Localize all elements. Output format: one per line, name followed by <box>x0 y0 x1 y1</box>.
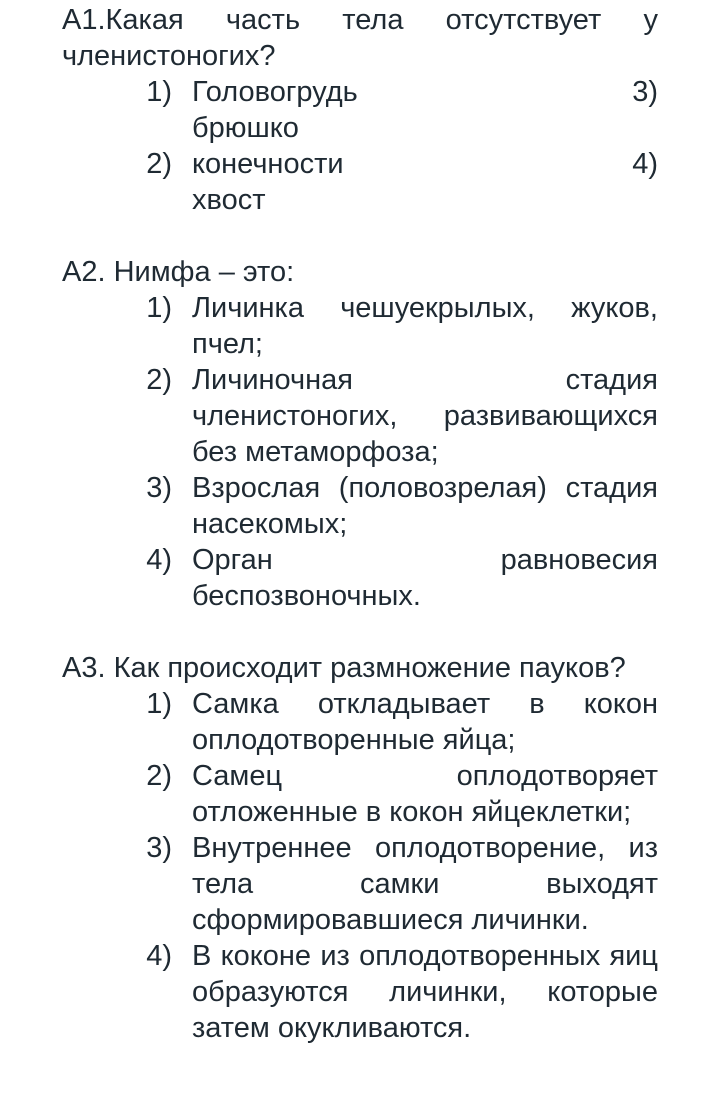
option-number: 4) <box>632 148 658 180</box>
option-text: хвост <box>192 184 266 216</box>
option-item <box>62 470 658 542</box>
question-title-line: членистоногих? <box>62 40 276 72</box>
option-text: Внутреннее оплодотворение, из тела самки выходят сформировавшиеся личинки. <box>192 832 658 936</box>
question-a2-title: А2. Нимфа – это: <box>62 256 295 288</box>
option-number: 3) <box>146 832 172 864</box>
option-number: 4) <box>146 940 172 972</box>
option-number: 1) <box>146 688 172 720</box>
option-item <box>62 542 658 614</box>
option-item <box>62 290 658 362</box>
option-number: 2) <box>146 148 172 180</box>
question-a2 <box>62 254 658 614</box>
question-a1-title <box>62 2 658 74</box>
question-a3-title: А3. Как происходит размножение пауков? <box>62 652 626 684</box>
option-text: брюшко <box>192 112 299 144</box>
option-item <box>62 362 658 470</box>
option-text: Взрослая (половозрелая) стадия насекомых; <box>192 472 658 540</box>
question-title-line: А1.Какая часть тела отсутствует у <box>62 4 658 36</box>
option-item <box>62 830 658 938</box>
option-text: Личиночная стадия членистоногих, развивающихся без метаморфоза; <box>192 364 658 468</box>
option-text: Орган равновесия беспозвоночных. <box>192 544 658 612</box>
option-text: Самец оплодотворяет отложенные в кокон яйцеклетки; <box>192 760 658 828</box>
option-text: Личинка чешуекрылых, жуков, пчел; <box>192 292 658 360</box>
option-number: 2) <box>146 364 172 396</box>
option-item <box>62 686 658 758</box>
option-item <box>62 74 658 110</box>
question-a2-options <box>62 290 658 614</box>
option-text: конечности <box>192 148 344 180</box>
question-a3-options <box>62 686 658 1046</box>
option-text: В коконе из оплодотворенных яиц образуются личинки, которые затем окукливаются. <box>192 940 658 1044</box>
option-text: Самка откладывает в кокон оплодотворенные яйца; <box>192 688 658 756</box>
question-a1 <box>62 0 658 218</box>
question-a3 <box>62 650 658 1046</box>
option-item <box>62 938 658 1046</box>
option-item <box>62 146 658 182</box>
question-a1-options <box>62 74 658 218</box>
option-number: 1) <box>146 76 172 108</box>
option-item <box>62 758 658 830</box>
option-text: Головогрудь <box>192 76 358 108</box>
option-number: 3) <box>146 472 172 504</box>
option-number: 4) <box>146 544 172 576</box>
option-number: 3) <box>632 76 658 108</box>
option-number: 1) <box>146 292 172 324</box>
option-number: 2) <box>146 760 172 792</box>
